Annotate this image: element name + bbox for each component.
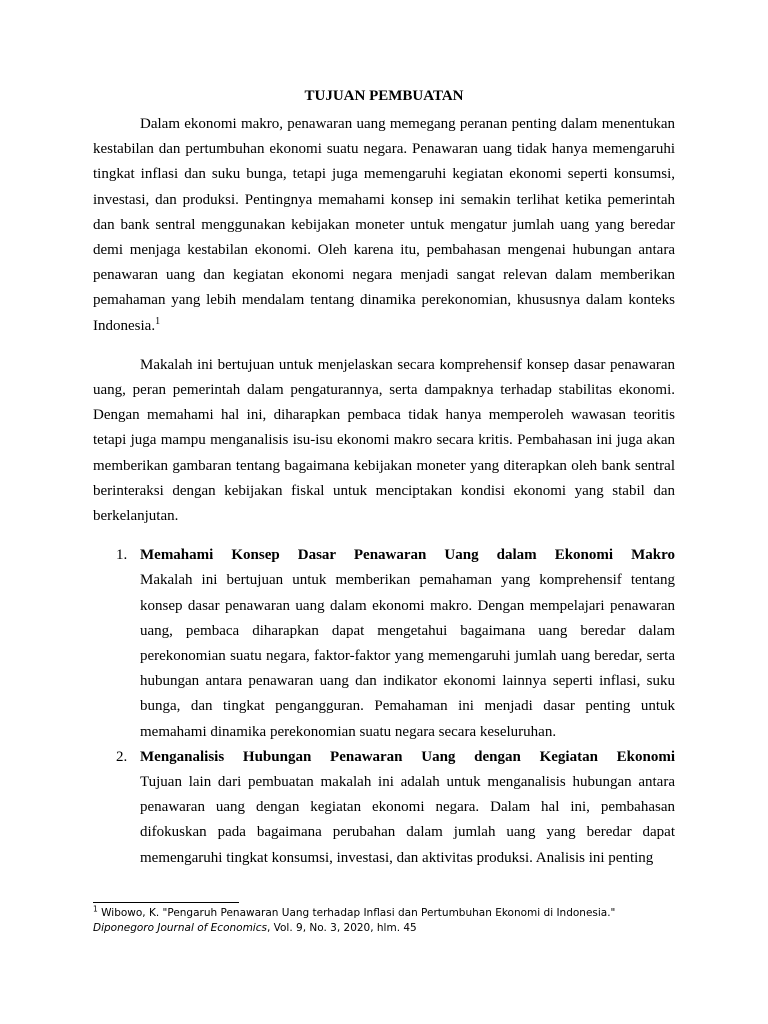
list-item [93,745,675,871]
document-body [93,86,675,871]
footnote-number: 1 [93,904,98,914]
document-title: TUJUAN PEMBUATAN [304,88,464,104]
list-item-heading: Memahami Konsep Dasar Penawaran Uang dalam Ekonomi Makro [140,547,675,564]
footnote-separator [93,902,239,903]
list-item-text: Makalah ini bertujuan untuk memberikan pemahaman yang komprehensif tentang konsep dasar penawaran uang dalam ekonomi makro. Dengan mempelajari penawaran uang, pembaca diharapkan dapat mengetahui bagaimana uang beredar dalam perekonomian suatu negara, faktor-faktor yang memengaruhi jumlah uang beredar, serta hubungan antara penawaran uang dan indikator ekonomi lainnya seperti inflasi, suku bunga, dan tingkat pengangguran. Pemahaman ini menjadi dasar penting untuk memahami dinamika perekonomian suatu negara secara keseluruhan. [140,572,675,740]
footnote-journal: Diponegoro Journal of Economics [93,922,267,934]
list-item-heading: Menganalisis Hubungan Penawaran Uang dengan Kegiatan Ekonomi [140,748,675,765]
list-item [93,543,675,745]
list-item-number: 2. [116,748,128,765]
list-item-number: 1. [116,547,128,564]
list-item-content [140,745,675,871]
footnote-citation: Wibowo, K. "Pengaruh Penawaran Uang terhadap Inflasi dan Pertumbuhan Ekonomi di Indonesia." [101,907,616,919]
list-item-content [140,543,675,745]
list-item-text: Tujuan lain dari pembuatan makalah ini adalah untuk menganalisis hubungan antara penawaran uang dengan kegiatan ekonomi negara. Dalam hal ini, pembahasan difokuskan pada bagaimana perubahan dalam jumlah uang yang beredar dapat memengaruhi tingkat konsumsi, investasi, dan aktivitas produksi. Analisis ini penting [140,774,675,866]
paragraph-1 [93,112,675,339]
objectives-list [93,543,675,871]
paragraph-1-text: Dalam ekonomi makro, penawaran uang memegang peranan penting dalam menentukan kestabilan dan pertumbuhan ekonomi suatu negara. Penawaran uang tidak hanya memengaruhi tingkat inflasi dan suku bunga, tetapi juga memengaruhi kegiatan ekonomi seperti konsumsi, investasi, dan produksi. Pentingnya memahami konsep ini semakin terlihat ketika pemerintah dan bank sentral menggunakan kebijakan moneter untuk mengatur jumlah uang yang beredar demi menjaga kestabilan ekonomi. Oleh karena itu, pembahasan mengenai hubungan antara penawaran uang dan kegiatan ekonomi negara menjadi sangat relevan dalam memberikan pemahaman yang lebih mendalam tentang dinamika perekonomian, khususnya dalam konteks Indonesia. [93,116,675,334]
footnote [93,906,675,936]
footnote-details: , Vol. 9, No. 3, 2020, hlm. 45 [266,922,417,934]
paragraph-2: Makalah ini bertujuan untuk menjelaskan secara komprehensif konsep dasar penawaran uang, peran pemerintah dalam pengaturannya, serta dampaknya terhadap stabilitas ekonomi. Dengan memahami hal ini, diharapkan pembaca tidak hanya memperoleh wawasan teoritis tetapi juga mampu menganalisis isu-isu ekonomi makro secara kritis. Pembahasan ini juga akan memberikan gambaran tentang bagaimana kebijakan moneter yang diterapkan oleh bank sentral berinteraksi dengan kebijakan fiskal untuk menciptakan kondisi ekonomi yang stabil dan berkelanjutan. [93,356,675,525]
footnote-reference[interactable]: 1 [155,315,161,327]
